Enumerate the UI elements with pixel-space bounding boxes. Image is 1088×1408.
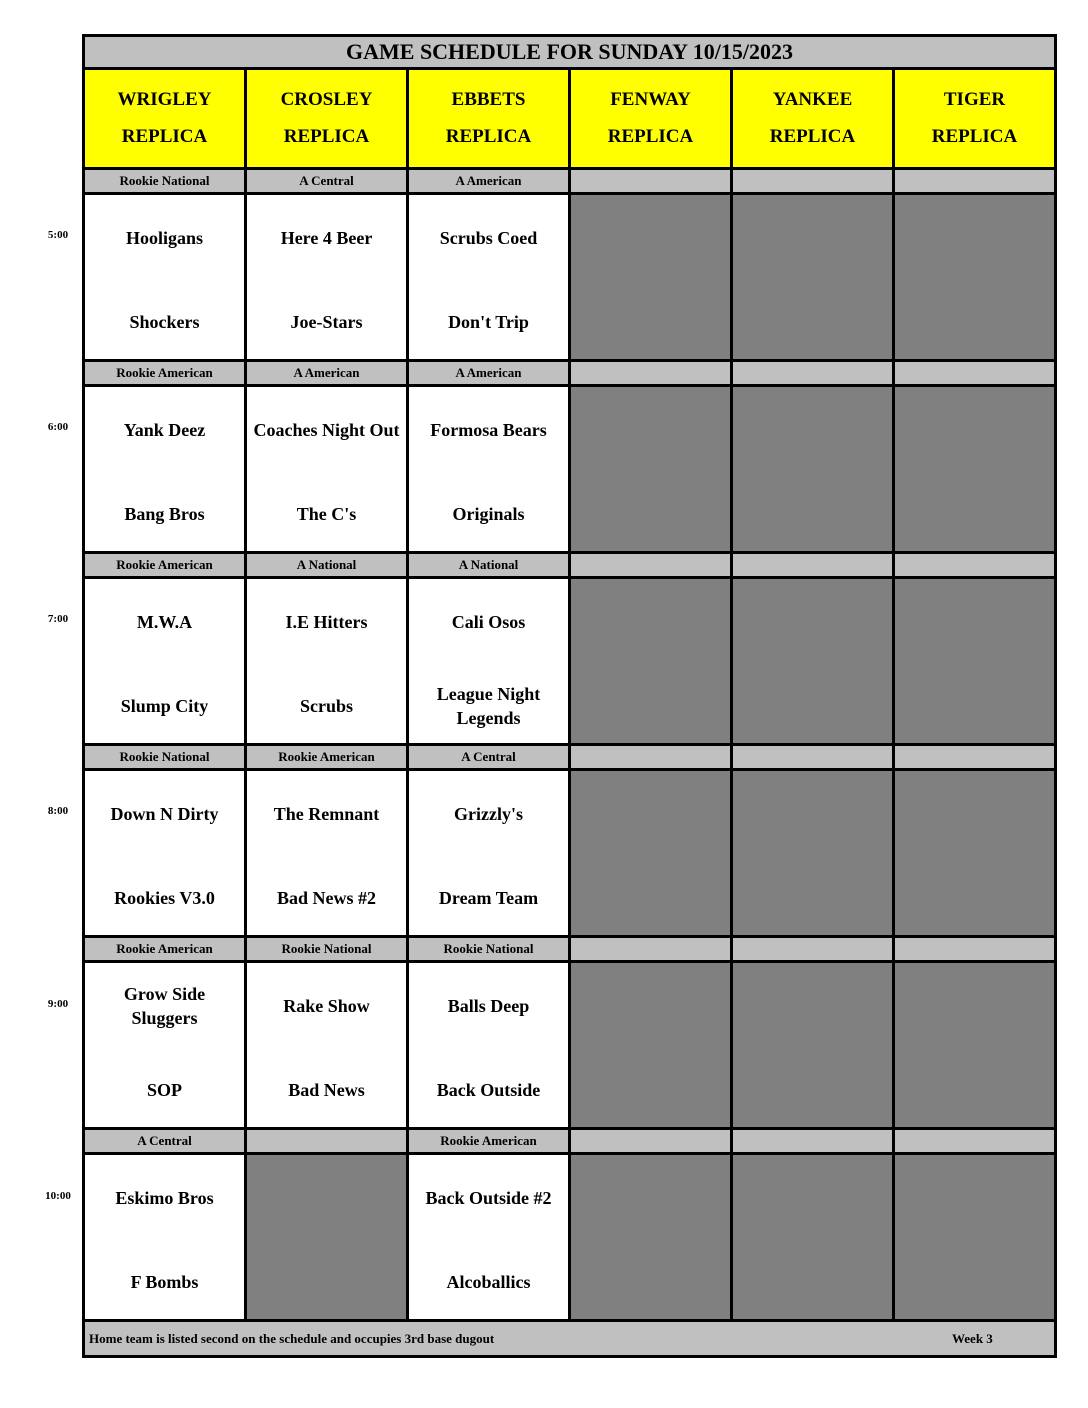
time-label-8: 8:00 [47,805,69,817]
time-label-9: 9:00 [47,998,69,1010]
division-label [571,554,733,579]
away-team: Grow Side Sluggers [123,984,206,1028]
empty-slot [733,1155,895,1322]
away-team: The Remnant [273,804,380,824]
field-header-row [85,70,1054,170]
division-label [895,1130,1054,1155]
away-team: I.E Hitters [285,612,368,632]
away-team: M.W.A [136,612,193,632]
game-cell [247,195,409,362]
game-row [85,771,1054,938]
division-label: Rookie National [85,746,247,771]
game-row [85,195,1054,362]
empty-slot [571,387,733,554]
time-column [0,0,82,1408]
home-team: Joe-Stars [290,312,363,332]
game-cell [85,579,247,746]
division-row [85,554,1054,579]
home-team: Bad News #2 [276,888,376,908]
home-team: Bang Bros [124,504,205,524]
division-label: A American [409,362,571,387]
division-label: Rookie American [409,1130,571,1155]
empty-slot [571,1155,733,1322]
division-label: Rookie American [247,746,409,771]
division-label: A National [247,554,409,579]
footer-note: Home team is listed second on the schedule and occupies 3rd base dugout [89,1331,495,1346]
game-row [85,579,1054,746]
game-cell [409,579,571,746]
home-team: Don't Trip [448,312,529,332]
division-label [733,554,895,579]
field-subtitle: REPLICA [121,126,208,147]
game-cell [409,963,571,1130]
division-label: A Central [409,746,571,771]
game-row [85,1155,1054,1322]
home-team: The C's [296,504,357,524]
field-header-yankee [733,70,895,170]
division-label: A Central [247,170,409,195]
game-cell [85,1155,247,1322]
empty-slot [571,579,733,746]
empty-slot [895,579,1054,746]
week-label: Week 3 [952,1331,993,1346]
division-row [85,1130,1054,1155]
game-row [85,963,1054,1130]
empty-slot [733,195,895,362]
empty-slot [895,195,1054,362]
away-team: Rake Show [283,996,370,1016]
field-subtitle: REPLICA [607,126,694,147]
division-label [247,1130,409,1155]
away-team: Scrubs Coed [439,228,538,248]
home-team: League Night Legends [436,684,541,728]
footer-bar [85,1322,1054,1355]
division-label [571,938,733,963]
field-subtitle: REPLICA [931,126,1018,147]
division-row [85,938,1054,963]
time-label-7: 7:00 [47,613,69,625]
division-label [895,170,1054,195]
home-team: Slump City [120,696,209,716]
game-cell [409,387,571,554]
empty-slot [571,963,733,1130]
field-subtitle: REPLICA [769,126,856,147]
game-cell [247,579,409,746]
division-label: A American [409,170,571,195]
away-team: Formosa Bears [430,420,547,440]
away-team: Balls Deep [447,996,530,1016]
division-label: Rookie National [85,170,247,195]
time-label-10: 10:00 [45,1190,71,1202]
field-name: YANKEE [772,89,853,110]
division-label [895,362,1054,387]
away-team: Coaches Night Out [253,420,400,440]
division-label [571,362,733,387]
division-label [571,1130,733,1155]
field-name: FENWAY [610,89,691,110]
division-label: Rookie American [85,362,247,387]
game-cell [409,771,571,938]
division-label: Rookie National [247,938,409,963]
empty-slot [571,195,733,362]
empty-slot [895,963,1054,1130]
game-cell [85,195,247,362]
away-team: Here 4 Beer [280,228,373,248]
game-cell [409,195,571,362]
home-team: Shockers [129,312,200,332]
division-label: A National [409,554,571,579]
field-name: TIGER [943,89,1006,110]
division-label [733,746,895,771]
away-team: Down N Dirty [110,804,219,824]
field-header-wrigley [85,70,247,170]
away-team: Hooligans [125,228,204,248]
empty-slot [895,387,1054,554]
home-team: SOP [146,1080,182,1100]
field-name: CROSLEY [280,89,373,110]
home-team: Scrubs [299,696,353,716]
schedule-sheet [82,34,1057,1358]
division-label: A American [247,362,409,387]
empty-slot [733,387,895,554]
division-label [733,938,895,963]
empty-slot [733,963,895,1130]
division-row [85,362,1054,387]
home-team: Alcoballics [446,1272,531,1292]
division-label [895,554,1054,579]
game-row [85,387,1054,554]
home-team: F Bombs [130,1272,199,1292]
field-header-tiger [895,70,1054,170]
empty-slot [571,771,733,938]
game-cell [247,771,409,938]
empty-slot [733,771,895,938]
division-label: Rookie American [85,554,247,579]
away-team: Back Outside #2 [425,1188,552,1208]
game-cell [85,963,247,1130]
division-label [895,746,1054,771]
field-name: EBBETS [451,89,526,110]
home-team: Dream Team [438,888,539,908]
home-team: Bad News [288,1080,365,1100]
time-label-6: 6:00 [47,421,69,433]
division-label [895,938,1054,963]
division-label: Rookie American [85,938,247,963]
division-label [733,170,895,195]
away-team: Grizzly's [454,804,523,824]
game-cell [247,387,409,554]
game-cell [85,387,247,554]
division-label [571,746,733,771]
division-label [733,1130,895,1155]
field-subtitle: REPLICA [445,126,532,147]
empty-slot [895,771,1054,938]
away-team: Yank Deez [123,420,206,440]
division-label [571,170,733,195]
empty-slot [247,1155,409,1322]
schedule-title: GAME SCHEDULE FOR SUNDAY 10/15/2023 [85,37,1054,70]
game-cell [85,771,247,938]
division-label [733,362,895,387]
field-name: WRIGLEY [117,89,212,110]
game-cell [247,963,409,1130]
home-team: Back Outside [436,1080,541,1100]
field-subtitle: REPLICA [283,126,370,147]
home-team: Originals [452,504,525,524]
division-label: Rookie National [409,938,571,963]
home-team: Rookies V3.0 [114,888,215,908]
division-row [85,170,1054,195]
field-header-ebbets [409,70,571,170]
division-label: A Central [85,1130,247,1155]
empty-slot [895,1155,1054,1322]
field-header-crosley [247,70,409,170]
field-header-fenway [571,70,733,170]
division-row [85,746,1054,771]
time-label-5: 5:00 [47,229,69,241]
away-team: Cali Osos [451,612,526,632]
game-cell [409,1155,571,1322]
empty-slot [733,579,895,746]
away-team: Eskimo Bros [115,1188,214,1208]
